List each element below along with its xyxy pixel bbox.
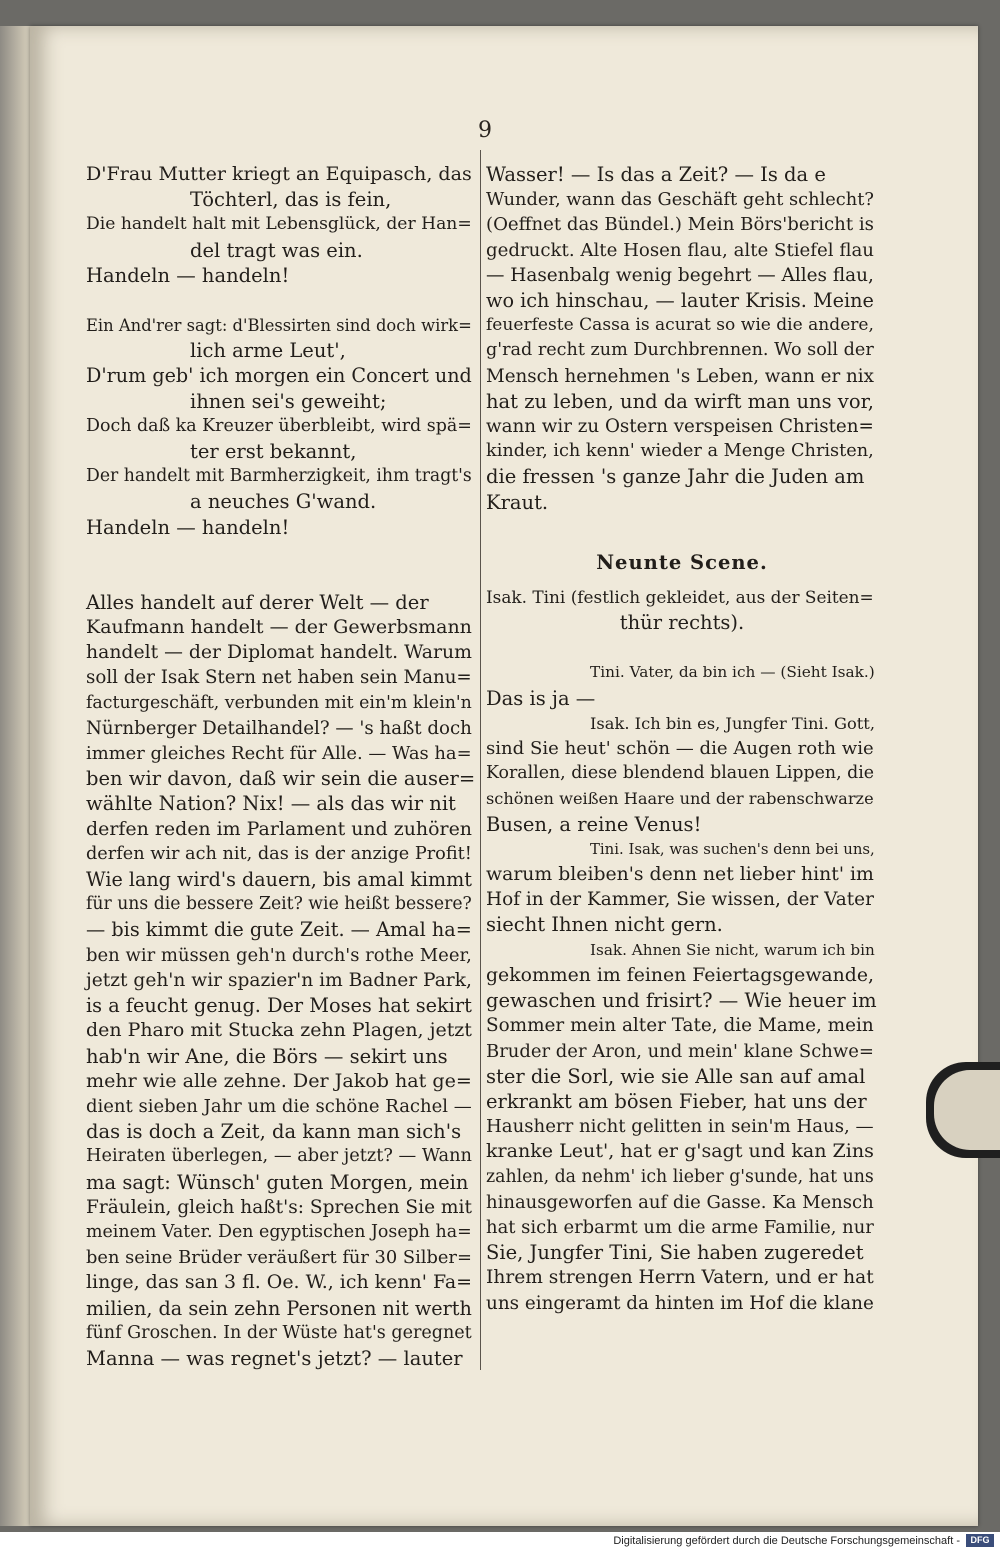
text-line: is a feucht genug. Der Moses hat sekirt [86,994,472,1018]
text-line: dient sieben Jahr um die schöne Rachel — [86,1095,472,1117]
text-line: Wunder, wann das Geschäft geht schlecht? [486,189,874,211]
stanza-gap [86,565,476,590]
text-line: Töchterl, das is fein, [190,188,392,212]
text-line: ster die Sorl, wie sie Alle san auf amal [486,1064,866,1088]
text-line: — bis kimmt die gute Zeit. — Amal ha= [86,918,472,942]
text-line: Korallen, diese blendend blauen Lippen, die [486,763,875,784]
text-line: Nürnberger Detailhandel? — 's haßt doch [86,717,472,739]
text-line: a neuches G'wand. [190,490,377,514]
text-line: linge, das san 3 fl. Oe. W., ich kenn' Fa= [86,1271,472,1294]
footer-credit-text: Digitalisierung gefördert durch die Deutsche Forschungsgemeinschaft - [613,1535,960,1547]
page-number: 9 [478,118,492,143]
page-tab-inner [934,1070,1000,1150]
text-line: Tini. Isak, was suchen's denn bei uns, [590,839,875,858]
text-line: gedruckt. Alte Hosen flau, alte Stiefel flau [486,239,874,261]
text-line: Handeln — handeln! [86,515,290,539]
text-line: Isak. Ahnen Sie nicht, warum ich bin [590,940,875,959]
dfg-logo: DFG [966,1534,994,1547]
text-line: Bruder der Aron, und mein' klane Schwe= [486,1040,874,1062]
digitization-footer [0,1532,1000,1550]
text-line: Wie lang wird's dauern, bis amal kimmt [86,868,472,892]
text-line: schönen weißen Haare und der rabenschwarze [486,789,874,809]
text-line: Heiraten überlegen, — aber jetzt? — Wann [86,1146,472,1167]
text-line: feuerfeste Cassa is acurat so wie die andere, [486,315,874,336]
text-line: für uns die bessere Zeit? wie heißt bessere? [86,894,472,915]
text-line: Fräulein, gleich haßt's: Sprechen Sie mit [86,1196,472,1218]
text-line: immer gleiches Recht für Alle. — Was ha= [86,743,472,765]
text-line: handelt — der Diplomat handelt. Warum [86,642,472,664]
right-column-dialogue [486,660,878,1315]
text-line: Das is ja — [486,686,596,710]
text-line: Ein And'rer sagt: d'Blessirten sind doch wirk= [86,316,472,336]
text-line: milien, da sein zehn Personen nit werth [86,1296,472,1320]
text-line: hat zu leben, und da wirft man uns vor, [486,389,874,413]
right-column [486,162,878,1316]
text-line: Kaufmann handelt — der Gewerbsmann [86,616,472,639]
text-line: wählte Nation? Nix! — als das wir nit [86,792,456,816]
text-line: gewaschen und frisirt? — Wie heuer im [486,989,877,1013]
text-line: D'rum geb' ich morgen ein Concert und [86,364,472,388]
text-line: D'Frau Mutter kriegt an Equipasch, das [86,163,472,185]
text-line: Die handelt halt mit Lebensglück, der Han= [86,214,472,235]
text-line: Manna — was regnet's jetzt? — lauter [86,1346,463,1370]
right-column-top-text [486,162,878,515]
text-line: Mensch hernehmen 's Leben, wann er nix [486,365,874,387]
spacer [486,515,878,540]
stage-direction: Isak. Tini (festlich gekleidet, aus der Seiten= [486,587,874,608]
text-line: ben wir davon, daß wir sein die auser= [86,767,476,791]
text-line: ben seine Brüder veräußert für 30 Silber= [86,1247,472,1269]
stanza-gap [86,540,476,565]
text-line: del tragt was ein. [190,238,363,262]
text-line: hinausgeworfen auf die Gasse. Ka Mensch [486,1191,874,1213]
text-line: kranke Leut', hat er g'sagt und kan Zins [486,1140,874,1163]
text-line: kinder, ich kenn' wieder a Menge Christen, [486,441,874,462]
text-line: wann wir zu Ostern verspeisen Christen= [486,416,874,438]
text-line: derfen wir ach nit, das is der anzige Profit! [86,843,472,864]
text-line: derfen reden im Parlament und zuhören [86,817,472,840]
column-divider [480,150,481,1370]
left-column [86,162,476,1371]
text-line: Sie, Jungfer Tini, Sie haben zugeredet [486,1241,864,1265]
text-line: Hausherr nicht gelitten in sein'm Haus, — [486,1116,874,1138]
text-line: lich arme Leut', [190,339,346,363]
text-line: Sommer mein alter Tate, die Mame, mein [486,1015,874,1037]
text-line: Der handelt mit Barmherzigkeit, ihm tragt's [86,466,472,487]
text-line: hab'n wir Ane, die Börs — sekirt uns [86,1044,448,1068]
text-line: Busen, a reine Venus! [486,812,702,836]
text-line: Tini. Vater, da bin ich — (Sieht Isak.) [590,663,875,682]
text-line: gekommen im feinen Feiertagsgewande, [486,964,874,986]
text-line: wo ich hinschau, — lauter Krisis. Meine [486,289,874,313]
stage-direction-cont: thür rechts). [619,611,745,635]
text-line: die fressen 's ganze Jahr die Juden am [486,465,865,489]
text-line: uns eingeramt da hinten im Hof die klane [486,1292,874,1314]
text-line: Ihrem strengen Herrn Vatern, und er hat [486,1267,874,1289]
text-line: Wasser! — Is das a Zeit? — Is da e [486,163,826,186]
text-line: Kraut. [486,490,549,514]
text-line: ben wir müssen geh'n durch's rothe Meer, [86,944,472,966]
text-line: erkrankt am bösen Fieber, hat uns der [486,1089,867,1113]
text-line: meinem Vater. Den egyptischen Joseph ha= [86,1221,472,1242]
text-line: Alles handelt auf derer Welt — der [86,590,429,614]
stanza-gap [86,288,476,313]
text-line: — Hasenbalg wenig begehrt — Alles flau, [486,264,874,286]
text-line: (Oeffnet das Bündel.) Mein Börs'bericht is [486,214,874,236]
text-line: ter erst bekannt, [190,440,357,464]
text-line: siecht Ihnen nicht gern. [486,913,723,937]
scene-heading: Neunte Scene. [596,550,768,574]
text-line: Doch daß ka Kreuzer überbleibt, wird spä= [86,415,472,436]
text-line: Handeln — handeln! [86,263,290,287]
text-line: warum bleiben's denn net lieber hint' im [486,864,874,886]
text-line: das is doch a Zeit, da kann man sich's [86,1120,462,1144]
text-line: hat sich erbarmt um die arme Familie, nur [486,1216,874,1238]
text-line: zahlen, da nehm' ich lieber g'sunde, hat uns [486,1166,874,1187]
spacer [486,635,878,660]
text-line: mehr wie alle zehne. Der Jakob hat ge= [86,1069,472,1092]
text-line: facturgeschäft, verbunden mit ein'm klein'n [86,692,472,713]
text-line: fünf Groschen. In der Wüste hat's geregnet [86,1322,472,1343]
text-line: jetzt geh'n wir spazier'n im Badner Park, [86,969,472,991]
text-line: den Pharo mit Stucka zehn Plagen, jetzt [86,1019,472,1042]
book-spine [0,26,34,1526]
text-line: soll der Isak Stern net haben sein Manu= [86,667,472,689]
text-line: ihnen sei's geweiht; [190,389,387,413]
text-line: sind Sie heut' schön — die Augen roth wie [486,738,874,760]
text-line: Isak. Ich bin es, Jungfer Tini. Gott, [590,713,875,733]
text-line: ma sagt: Wünsch' guten Morgen, mein [86,1170,469,1194]
text-line: Hof in der Kammer, Sie wissen, der Vater [486,889,874,911]
text-line: g'rad recht zum Durchbrennen. Wo soll der [486,340,874,361]
